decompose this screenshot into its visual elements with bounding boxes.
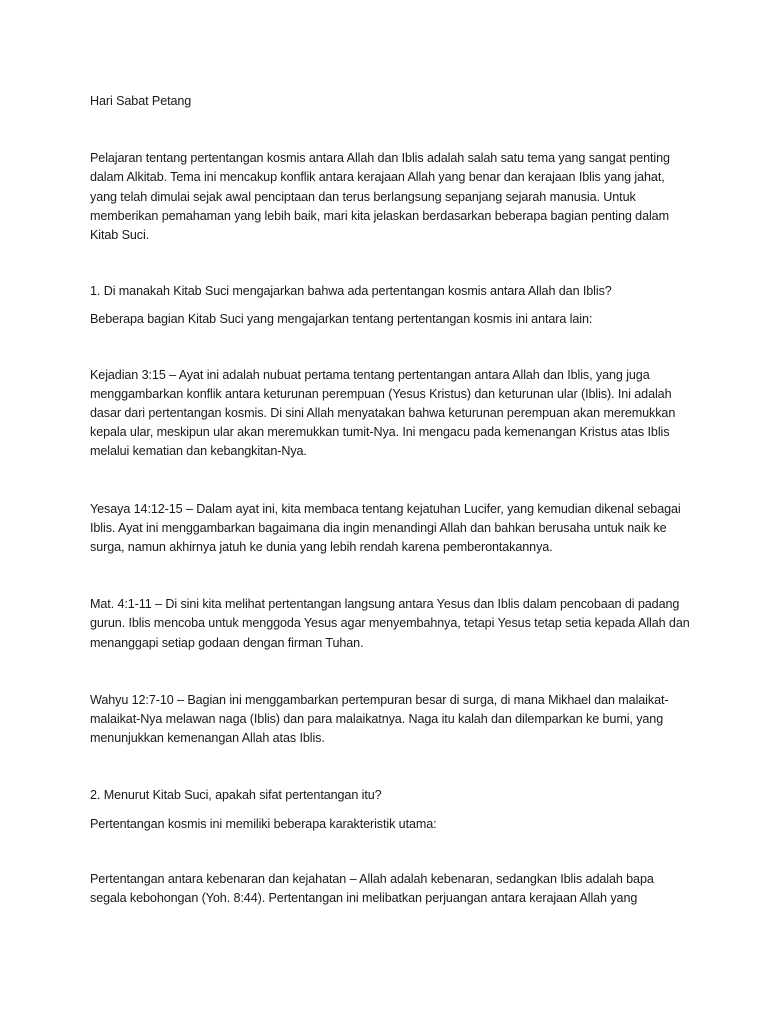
document-page [90, 92, 690, 908]
intro-paragraph: Pelajaran tentang pertentangan kosmis antara Allah dan Iblis adalah salah satu tema yang sangat penting dalam Alkitab. Tema ini mencakup konflik antara kerajaan Allah yang benar dan kerajaan Iblis yang jahat, yang telah dimulai sejak awal penciptaan dan terus berlangsung sepanjang sejarah manusia. Untuk memberikan pemahaman yang lebih baik, mari kita jelaskan berdasarkan beberapa bagian penting dalam Kitab Suci. [90, 151, 670, 243]
question-2-heading: 2. Menurut Kitab Suci, apakah sifat pertentangan itu? [90, 788, 382, 803]
matius-paragraph: Mat. 4:1-11 – Di sini kita melihat pertentangan langsung antara Yesus dan Iblis dalam pencobaan di padang gurun. Iblis mencoba untuk menggoda Yesus agar menyembahnya, tetapi Yesus tetap setia kepada Allah dan menanggapi setiap godaan dengan firman Tuhan. [90, 597, 690, 650]
question-1-heading: 1. Di manakah Kitab Suci mengajarkan bahwa ada pertentangan kosmis antara Allah dan Iblis? [90, 284, 612, 299]
kejadian-paragraph: Kejadian 3:15 – Ayat ini adalah nubuat pertama tentang pertentangan antara Allah dan Iblis, yang juga menggambarkan konflik antara keturunan perempuan (Yesus Kristus) dan keturunan ular (Iblis). Ini adalah dasar dari pertentangan kosmis. Di sini Allah menyatakan bahwa keturunan perempuan akan meremukkan kepala ular, meskipun ular akan meremukkan tumit-Nya. Ini mengacu pada kemenangan Kristus atas Iblis melalui kematian dan kebangkitan-Nya. [90, 367, 676, 459]
document-title: Hari Sabat Petang [90, 94, 192, 108]
wahyu-paragraph: Wahyu 12:7-10 – Bagian ini menggambarkan pertempuran besar di surga, di mana Mikhael dan malaikat-malaikat-Nya melawan naga (Iblis) dan para malaikatnya. Naga itu kalah dan dilemparkan ke bumi, yang menunjukkan kemenangan Allah atas Iblis. [90, 692, 669, 746]
kebenaran-paragraph: Pertentangan antara kebenaran dan kejahatan – Allah adalah kebenaran, sedangkan Iblis adalah bapa segala kebohongan (Yoh. 8:44). Pertentangan ini melibatkan perjuangan antara kerajaan Allah yang [90, 871, 654, 906]
yesaya-paragraph: Yesaya 14:12-15 – Dalam ayat ini, kita membaca tentang kejatuhan Lucifer, yang kemudian dikenal sebagai Iblis. Ayat ini menggambarkan bagaimana dia ingin menandingi Allah dan bahkan berusaha untuk naik ke surga, namun akhirnya jatuh ke dunia yang lebih rendah karena pemberontakannya. [90, 501, 681, 555]
question-2-answer: Pertentangan kosmis ini memiliki beberapa karakteristik utama: [90, 816, 437, 831]
question-1-answer: Beberapa bagian Kitab Suci yang mengajarkan tentang pertentangan kosmis ini antara lain: [90, 312, 593, 327]
